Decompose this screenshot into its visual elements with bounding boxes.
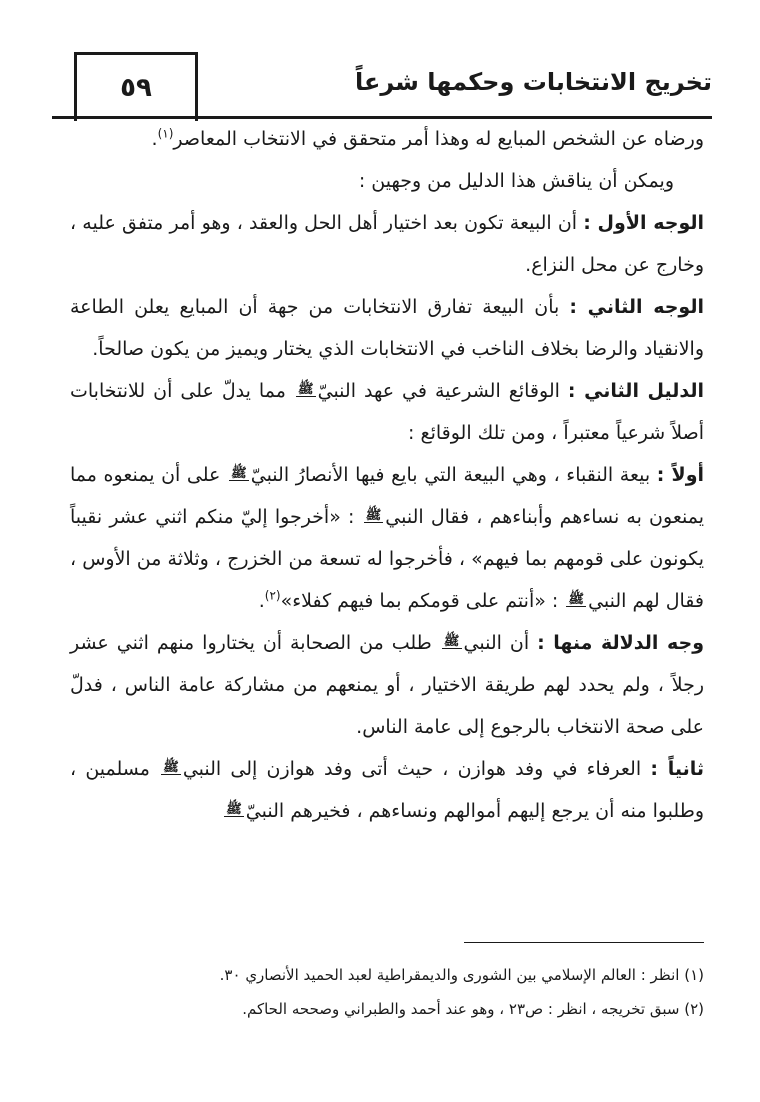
honorific-glyph: ﷺ xyxy=(226,802,242,817)
paragraph-1: ورضاه عن الشخص المبايع له وهذا أمر متحقق في الانتخاب المعاصر$^{(١)}$. xyxy=(151,126,704,150)
honorific-glyph: ﷺ xyxy=(297,382,314,397)
page-number: ٥٩ xyxy=(120,73,152,103)
footnote-ref-1: (١) xyxy=(157,126,174,141)
paragraph-lead: الوجه الأول : xyxy=(583,212,705,234)
paragraph-5: الدليل الثاني : الوقائع الشرعية في عهد النبيّﷺ مما يدلّ على أن للانتخابات أصلاً شرعياً معتبراً ، ومن تلك الوقائع : xyxy=(70,380,705,444)
paragraph-2: ويمكن أن يناقش هذا الدليل من وجهين : xyxy=(358,170,674,192)
honorific-glyph: ﷺ xyxy=(568,592,585,607)
paragraph-lead: ثانياً : xyxy=(650,758,704,780)
paragraph-lead: الوجه الثاني : xyxy=(569,296,704,318)
footnote-2: (٢) سبق تخريجه ، انظر : ص٢٣ ، وهو عند أحمد والطبراني وصححه الحاكم. xyxy=(242,1000,704,1018)
honorific-glyph: ﷺ xyxy=(365,508,382,523)
paragraph-3: الوجه الأول : أن البيعة تكون بعد اختيار أهل الحل والعقد ، وهو أمر متفق عليه ، وخارج عن محل النزاع. xyxy=(70,212,705,276)
page-number-box xyxy=(74,52,198,121)
page-header xyxy=(52,40,712,118)
footnotes xyxy=(80,958,704,1026)
footnote-separator xyxy=(464,942,704,943)
honorific-glyph: ﷺ xyxy=(443,634,460,649)
paragraph-7: وجه الدلالة منها : أن النبيﷺ طلب من الصحابة أن يختاروا منهم اثني عشر رجلاً ، ولم يحدد لهم طريقة الاختيار ، أو يمنعهم من مشاركة عامة الناس ، فدلّ على صحة الانتخاب بالرجوع إلى عامة الناس. xyxy=(70,632,705,738)
footnote-1: (١) انظر : العالم الإسلامي بين الشورى والديمقراطية لعبد الحميد الأنصاري ٣٠. xyxy=(219,966,704,984)
honorific-glyph: ﷺ xyxy=(231,466,247,481)
paragraph-lead: وجه الدلالة منها : xyxy=(537,632,705,654)
paragraph-4: الوجه الثاني : بأن البيعة تفارق الانتخابات من جهة أن المبايع يعلن الطاعة والانقياد والرضا بخلاف الناخب في الانتخابات الذي يختار ويميز من يكون صالحاً. xyxy=(70,296,704,360)
running-title: تخريج الانتخابات وحكمها شرعاً xyxy=(354,68,712,96)
footnote-ref-2: (٢) xyxy=(264,588,281,603)
paragraph-8: ثانياً : العرفاء في وفد هوازن ، حيث أتى وفد هوازن إلى النبيﷺ مسلمين ، وطلبوا منه أن يرجع إليهم أموالهم ونساءهم ، فخيرهم النبيّﷺ xyxy=(70,758,704,822)
paragraph-6: أولاً : بيعة النقباء ، وهي البيعة التي بايع فيها الأنصارُ النبيّﷺ على أن يمنعوه مما يمنعون به نساءهم وأبناءهم ، فقال النبيﷺ : «أخرجوا إليّ منكم اثني عشر نقيباً يكونون على قومهم بما فيهم» ، فأخرجوا له تسعة من الخزرج ، وثلاثة من الأوس ، فقال لهم النبيﷺ : «أنتم على قومكم بما فيهم كفلاء»$^{(٢)}$. xyxy=(70,464,705,612)
paragraph-lead: أولاً : xyxy=(656,464,705,486)
main-text xyxy=(70,118,704,832)
honorific-glyph: ﷺ xyxy=(163,760,179,775)
paragraph-lead: الدليل الثاني : xyxy=(567,380,705,402)
